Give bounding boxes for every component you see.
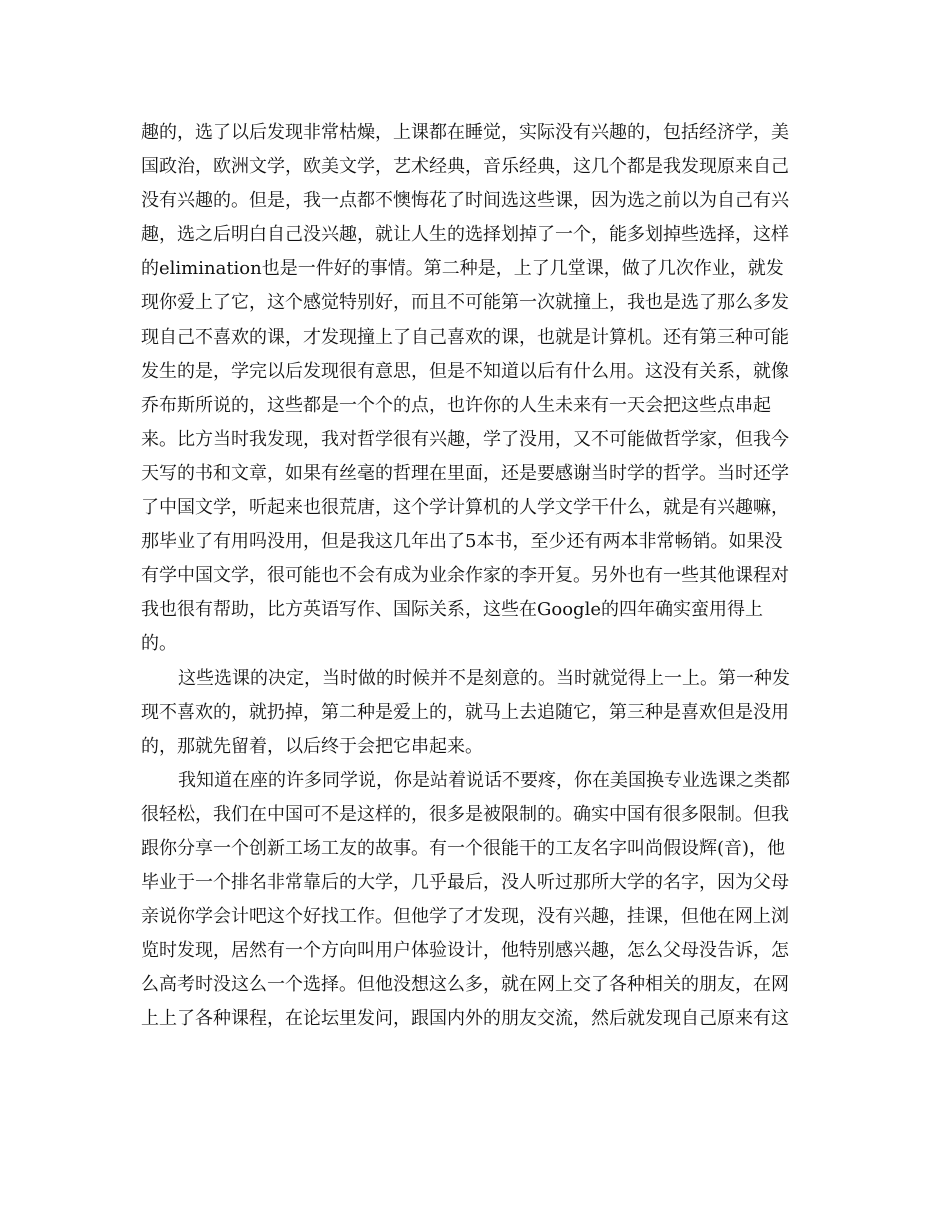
text-line: 这些选课的决定，当时做的时候并不是刻意的。当时就觉得上一上。第一种发 — [178, 667, 790, 689]
text-line: 发生的是，学完以后发现很有意思，但是不知道以后有什么用。这没有关系，就像 — [141, 360, 789, 382]
text-line: 的，那就先留着，以后终于会把它串起来。 — [141, 735, 483, 757]
text-line: 有学中国文学，很可能也不会有成为业余作家的李开复。另外也有一些其他课程对 — [141, 565, 789, 587]
paragraph-2 — [141, 662, 821, 764]
text-line: 来。比方当时我发现，我对哲学很有兴趣，学了没用，又不可能做哲学家，但我今 — [141, 428, 789, 450]
paragraph-1 — [141, 116, 821, 662]
text-line: 么高考时没这么一个选择。但他没想这么多，就在网上交了各种相关的朋友，在网 — [141, 974, 789, 996]
text-line: 现自己不喜欢的课，才发现撞上了自己喜欢的课，也就是计算机。还有第三种可能 — [141, 326, 789, 348]
text-line: 了中国文学，听起来也很荒唐，这个学计算机的人学文学干什么，就是有兴趣嘛， — [141, 497, 789, 519]
text-line: 趣的，选了以后发现非常枯燥，上课都在睡觉，实际没有兴趣的，包括经济学，美 — [141, 122, 789, 143]
text-line: 没有兴趣的。但是，我一点都不懊悔花了时间选这些课，因为选之前以为自己有兴 — [141, 190, 789, 212]
text-line: 现不喜欢的，就扔掉，第二种是爱上的，就马上去追随它，第三种是喜欢但是没用 — [141, 701, 789, 723]
text-line: 的elimination也是一件好的事情。第二种是，上了几堂课，做了几次作业，就发 — [141, 258, 784, 280]
text-line: 毕业于一个排名非常靠后的大学，几乎最后，没人听过那所大学的名字，因为父母 — [141, 872, 789, 894]
text-line: 那毕业了有用吗没用，但是我这几年出了5本书，至少还有两本非常畅销。如果没 — [141, 531, 783, 553]
text-line: 的。 — [141, 633, 177, 655]
text-line: 亲说你学会计吧这个好找工作。但他学了才发现，没有兴趣，挂课，但他在网上浏 — [141, 906, 789, 928]
text-line: 国政治，欧洲文学，欧美文学，艺术经典，音乐经典，这几个都是我发现原来自己 — [141, 156, 789, 178]
text-line: 上上了各种课程，在论坛里发问，跟国内外的朋友交流，然后就发现自己原来有这 — [141, 1008, 789, 1030]
text-line: 现你爱上了它，这个感觉特别好，而且不可能第一次就撞上，我也是选了那么多发 — [141, 292, 789, 314]
document-body — [141, 116, 821, 1037]
text-line: 趣，选之后明白自己没兴趣，就让人生的选择划掉了一个，能多划掉些选择，这样 — [141, 224, 789, 246]
text-line: 跟你分享一个创新工场工友的故事。有一个很能干的工友名字叫尚假设辉(音)，他 — [141, 837, 786, 859]
text-line: 览时发现，居然有一个方向叫用户体验设计，他特别感兴趣，怎么父母没告诉，怎 — [141, 940, 789, 962]
paragraph-3 — [141, 764, 821, 1037]
text-line: 我知道在座的许多同学说，你是站着说话不要疼，你在美国换专业选课之类都 — [178, 769, 790, 791]
text-line: 乔布斯所说的，这些都是一个个的点，也许你的人生未来有一天会把这些点串起 — [141, 394, 771, 416]
text-line: 很轻松，我们在中国可不是这样的，很多是被限制的。确实中国有很多限制。但我 — [141, 803, 789, 825]
text-line: 天写的书和文章，如果有丝毫的哲理在里面，还是要感谢当时学的哲学。当时还学 — [141, 462, 789, 484]
text-line: 我也很有帮助，比方英语写作、国际关系，这些在Google的四年确实蛮用得上 — [141, 599, 763, 621]
